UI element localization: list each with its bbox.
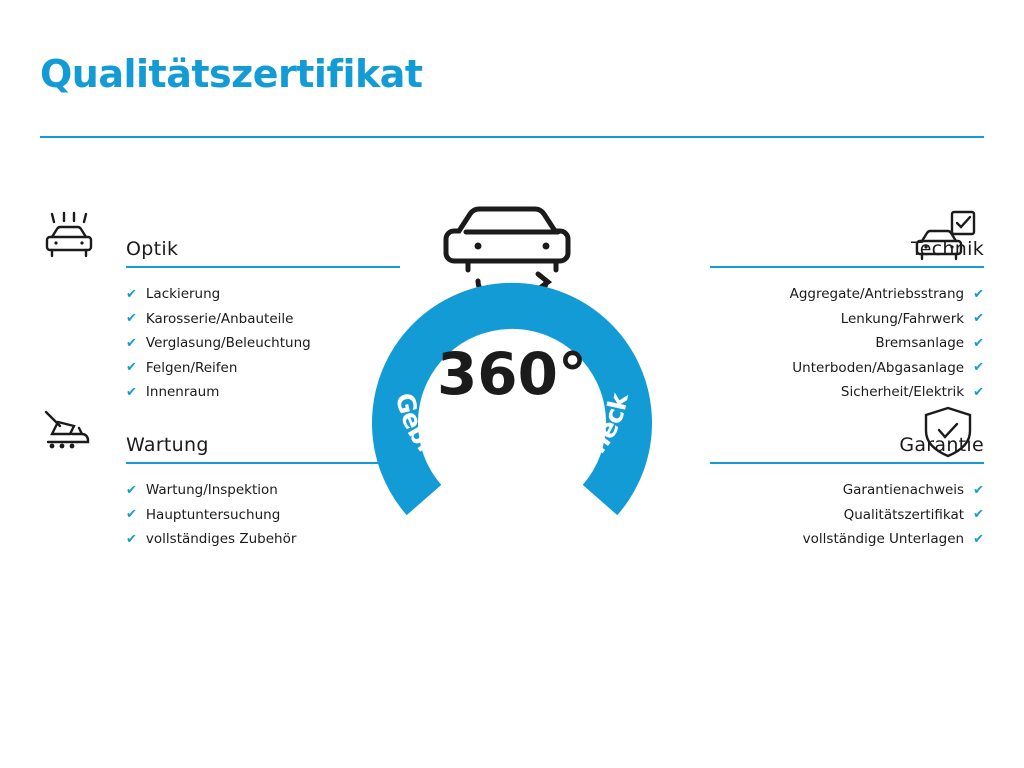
section-garantie-header	[624, 418, 984, 464]
section-optik-header	[40, 222, 400, 268]
list-item-label: Aggregate/Antriebsstrang	[789, 286, 965, 302]
check-icon: ✔	[973, 311, 984, 327]
list-item-label: Lenkung/Fahrwerk	[840, 310, 965, 327]
check-icon: ✔	[126, 384, 137, 400]
list-item-label: Karosserie/Anbauteile	[145, 310, 294, 327]
check-icon: ✔	[973, 531, 984, 547]
section-wartung	[40, 418, 400, 552]
section-technik-list	[624, 282, 984, 405]
check-icon: ✔	[126, 482, 137, 498]
check-icon: ✔	[973, 286, 984, 302]
center-badge-graphic	[352, 186, 672, 516]
section-wartung-title: Wartung	[126, 434, 209, 456]
section-garantie-divider	[710, 462, 984, 464]
section-technik-title: Technik	[911, 238, 984, 260]
list-item	[624, 380, 984, 405]
list-item-label: Verglasung/Beleuchtung	[145, 335, 311, 351]
section-optik-list	[40, 282, 400, 405]
list-item-label: Unterboden/Abgasanlage	[792, 359, 965, 376]
list-item	[624, 503, 984, 528]
list-item-label: Bremsanlage	[875, 335, 965, 351]
section-garantie	[624, 418, 984, 552]
list-item-label: vollständiges Zubehör	[145, 531, 297, 547]
section-garantie-list	[624, 478, 984, 552]
list-item	[40, 356, 400, 381]
center-badge	[352, 186, 672, 516]
list-item	[624, 331, 984, 356]
check-icon: ✔	[126, 360, 137, 376]
list-item	[624, 527, 984, 552]
list-item	[40, 282, 400, 307]
list-item-label: vollständige Unterlagen	[802, 531, 965, 547]
list-item-label: Hauptuntersuchung	[145, 506, 281, 523]
list-item	[40, 527, 400, 552]
check-icon: ✔	[126, 311, 137, 327]
check-icon: ✔	[973, 384, 984, 400]
list-item-label: Wartung/Inspektion	[145, 482, 278, 498]
section-technik-divider	[710, 266, 984, 268]
section-technik-header	[624, 222, 984, 268]
list-item	[40, 307, 400, 332]
list-item-label: Sicherheit/Elektrik	[840, 384, 965, 400]
section-wartung-header	[40, 418, 400, 464]
list-item-label: Innenraum	[145, 384, 220, 400]
check-icon: ✔	[126, 335, 137, 351]
section-wartung-list	[40, 478, 400, 552]
check-icon: ✔	[126, 507, 137, 523]
check-icon: ✔	[126, 531, 137, 547]
list-item-label: Qualitätszertifikat	[843, 506, 965, 523]
check-icon: ✔	[973, 360, 984, 376]
center-curved-label: Gebrauchtwagen-Check	[389, 390, 635, 503]
check-icon: ✔	[973, 335, 984, 351]
check-icon: ✔	[126, 286, 137, 302]
section-garantie-title: Garantie	[899, 434, 984, 456]
list-item-label: Garantienachweis	[842, 482, 965, 498]
list-item	[624, 478, 984, 503]
check-icon: ✔	[973, 507, 984, 523]
list-item	[624, 356, 984, 381]
section-optik-title: Optik	[126, 238, 179, 260]
page-title: Qualitätszertifikat	[40, 52, 423, 96]
list-item	[624, 307, 984, 332]
list-item	[40, 503, 400, 528]
list-item	[40, 478, 400, 503]
list-item	[40, 331, 400, 356]
section-technik	[624, 222, 984, 405]
section-optik	[40, 222, 400, 405]
title-divider	[40, 136, 984, 138]
list-item-label: Felgen/Reifen	[145, 359, 238, 376]
list-item-label: Lackierung	[145, 286, 221, 302]
list-item	[40, 380, 400, 405]
center-value: 360°	[436, 340, 588, 408]
list-item	[624, 282, 984, 307]
check-icon: ✔	[973, 482, 984, 498]
